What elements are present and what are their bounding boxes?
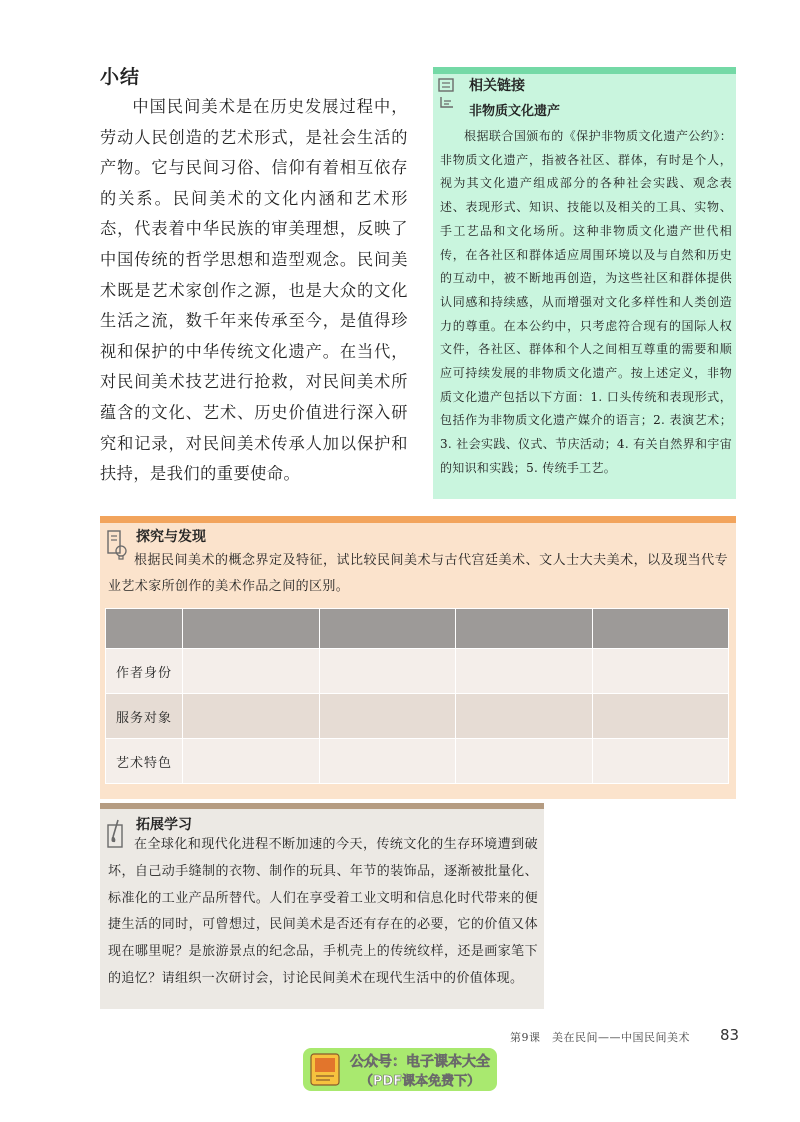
explore-top-bar — [100, 516, 736, 523]
book-logo-icon — [309, 1052, 341, 1087]
table-header-cell — [106, 609, 183, 649]
related-link-box — [433, 67, 736, 499]
answer-cell[interactable] — [319, 649, 456, 694]
extend-box — [100, 803, 544, 1009]
extend-heading: 拓展学习 — [136, 817, 192, 833]
answer-cell[interactable] — [183, 649, 320, 694]
answer-cell[interactable] — [183, 739, 320, 784]
table-header-cell — [592, 609, 729, 649]
table-header-cell — [183, 609, 320, 649]
explore-paragraph: 根据民间美术的概念界定及特征，试比较民间美术与古代宫廷美术、文人士大夫美术，以及现当代专业艺术家所创作的美术作品之间的区别。 — [108, 553, 728, 594]
link-icon — [437, 77, 457, 111]
footer-caption: 第9课 美在民间——中国民间美术 — [510, 1031, 690, 1044]
answer-cell[interactable] — [592, 694, 729, 739]
answer-cell[interactable] — [592, 739, 729, 784]
answer-cell[interactable] — [183, 694, 320, 739]
table-header-row — [106, 609, 729, 649]
answer-cell[interactable] — [592, 649, 729, 694]
row-label-features: 艺术特色 — [106, 739, 183, 784]
related-heading: 相关链接 — [469, 78, 525, 94]
summary-paragraph: 中国民间美术是在历史发展过程中，劳动人民创造的艺术形式，是社会生活的产物。它与民间习俗、信仰有着相互依存的关系。民间美术的文化内涵和艺术形态，代表着中华民族的审美理想，反映了中国传统的哲学思想和造型观念。民间美术既是艺术家创作之源，也是大众的文化生活之流，数千年来传承至今，是值得珍视和保护的中华传统文化遗产。在当代，对民间美术技艺进行抢救，对民间美术所蕴含的文化、艺术、历史价值进行深入研究和记录，对民间美术传承人加以保护和扶持，是我们的重要使命。 — [100, 97, 408, 484]
watermark-banner — [303, 1048, 497, 1091]
table-header-cell — [319, 609, 456, 649]
answer-cell[interactable] — [456, 694, 593, 739]
extend-paragraph: 在全球化和现代化进程不断加速的今天，传统文化的生存环境遭到破坏，自己动手缝制的衣物、制作的玩具、年节的装饰品，逐渐被批量化、标准化的工业产品所替代。人们在享受着工业文明和信息化时代带来的便捷生活的同时，可曾想过，民间美术是否还有存在的必要，它的价值又体现在哪里呢？是旅游景点的纪念品，手机壳上的传统纹样，还是画家笔下的追忆？请组织一次研讨会，讨论民间美术在现代生活中的价值体现。 — [108, 837, 538, 986]
answer-cell[interactable] — [456, 649, 593, 694]
summary-title: 小结 — [100, 66, 141, 88]
comparison-table — [105, 608, 729, 784]
table-row — [106, 694, 729, 739]
table-row — [106, 739, 729, 784]
related-paragraph: 根据联合国颁布的《保护非物质文化遗产公约》：非物质文化遗产，指被各社区、群体，有时是个人，视为其文化遗产组成部分的各种社会实践、观念表述、表现形式、知识、技能以及相关的工具、实物、手工艺品和文化场所。这种非物质文化遗产世代相传，在各社区和群体适应周围环境以及与自然和历史的互动中，被不断地再创造，为这些社区和群体提供认同感和持续感，从而增强对文化多样性和人类创造力的尊重。在本公约中，只考虑符合现有的国际人权文件，各社区、群体和个人之间相互尊重的需要和顺应可持续发展的非物质文化遗产。按上述定义，非物质文化遗产包括以下方面：1. 口头传统和表现形式，包括作为非物质文化遗产媒介的语言；2. 表演艺术；3. 社会实践、仪式、节庆活动；4. 有关自然界和宇宙的知识和实践；5. 传统手工艺。 — [440, 129, 732, 475]
answer-cell[interactable] — [319, 739, 456, 784]
related-subheading: 非物质文化遗产 — [469, 104, 561, 119]
explore-box — [100, 516, 736, 799]
answer-cell[interactable] — [319, 694, 456, 739]
answer-cell[interactable] — [456, 739, 593, 784]
banner-line1: 公众号：电子课本大全 — [350, 1054, 490, 1070]
row-label-author: 作者身份 — [106, 649, 183, 694]
page-number: 83 — [720, 1026, 740, 1044]
row-label-audience: 服务对象 — [106, 694, 183, 739]
extend-top-bar — [100, 803, 544, 809]
related-top-bar — [433, 67, 736, 74]
table-row — [106, 649, 729, 694]
table-header-cell — [456, 609, 593, 649]
banner-line2: （PDF课本免费下） — [359, 1074, 481, 1089]
explore-heading: 探究与发现 — [136, 529, 206, 545]
